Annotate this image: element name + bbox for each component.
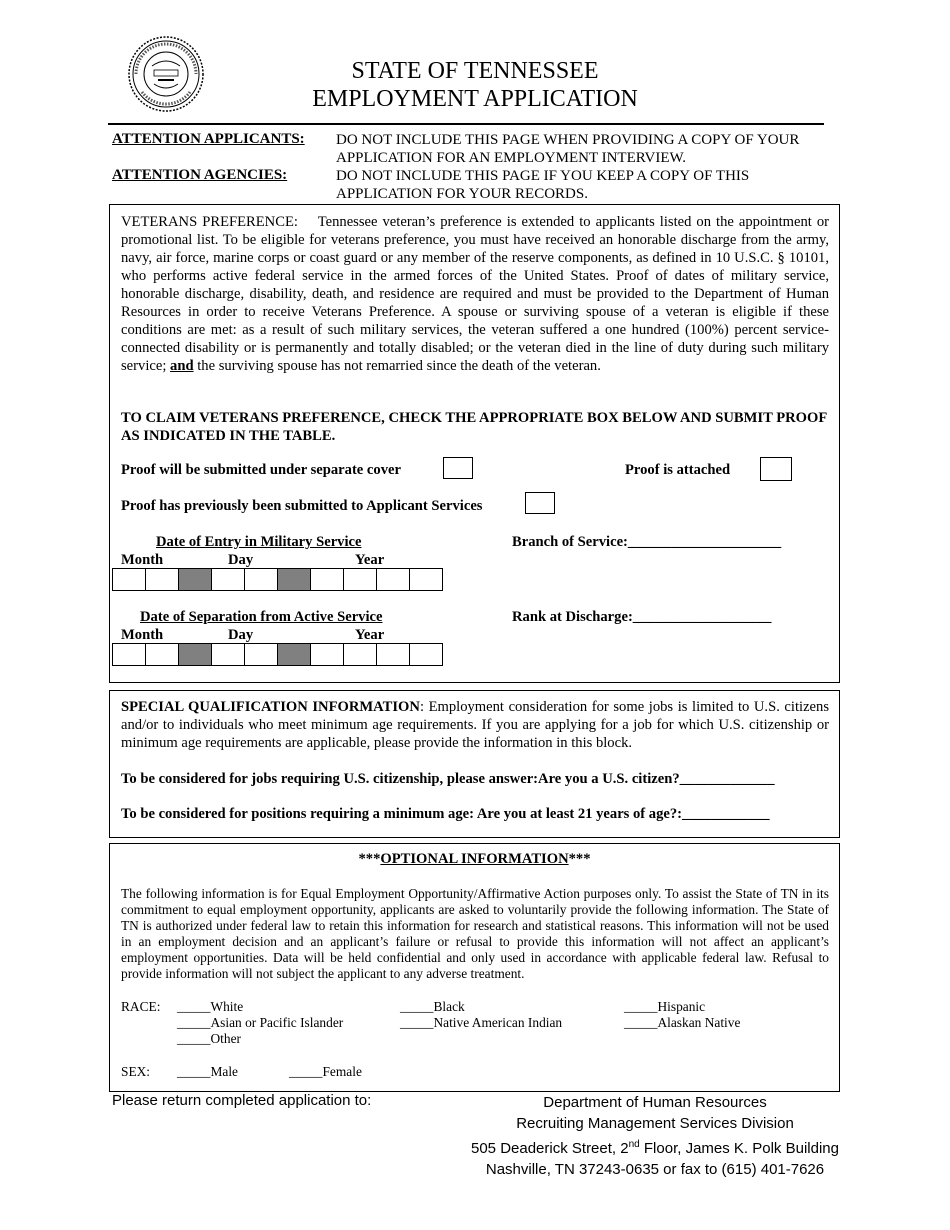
attention-applicants-text	[336, 131, 836, 167]
proof-attached-label: Proof is attached	[625, 462, 731, 478]
proof-separate-cover-checkbox[interactable]	[443, 457, 473, 479]
attention-agencies-line2: APPLICATION FOR YOUR RECORDS.	[336, 186, 588, 202]
page-title-line2: EMPLOYMENT APPLICATION	[312, 86, 638, 112]
separation-separator-1	[179, 643, 212, 666]
address-division: Recruiting Management Services Division	[516, 1115, 794, 1132]
proof-previously-label: Proof has previously been submitted to Applicant Services	[121, 498, 483, 514]
separation-day-label: Day	[228, 627, 254, 643]
attention-applicants-label: ATTENTION APPLICANTS:	[112, 131, 305, 147]
attention-applicants-line1: DO NOT INCLUDE THIS PAGE WHEN PROVIDING A COPY OF YOUR	[336, 132, 800, 148]
entry-separator-2	[278, 568, 311, 591]
address-street-a: 505 Deaderick Street, 2	[471, 1140, 629, 1157]
race-option-native-american-indian[interactable]: _____Native American Indian	[400, 1015, 563, 1030]
separation-date-title: Date of Separation from Active Service	[140, 609, 383, 625]
optional-title-text: OPTIONAL INFORMATION	[380, 851, 569, 867]
state-seal-logo	[128, 36, 204, 112]
special-qualification-section	[109, 690, 840, 838]
citizenship-answer-field[interactable]: Are you a U.S. citizen?_____________	[538, 771, 775, 787]
address-department: Department of Human Resources	[543, 1094, 767, 1111]
veterans-claim-instruction: TO CLAIM VETERANS PREFERENCE, CHECK THE APPROPRIATE BOX BELOW AND SUBMIT PROOF AS INDICATED IN THE TABLE.	[121, 410, 827, 444]
separation-year-digit-2[interactable]	[344, 643, 377, 666]
entry-year-digit-1[interactable]	[311, 568, 344, 591]
separation-year-digit-3[interactable]	[377, 643, 410, 666]
veterans-paragraph	[121, 213, 829, 375]
entry-separator-1	[179, 568, 212, 591]
address-street-b: Floor, James K. Polk Building	[639, 1140, 839, 1157]
separation-date-grid	[112, 643, 443, 666]
entry-year-label: Year	[355, 552, 385, 568]
separation-day-digit-1[interactable]	[212, 643, 245, 666]
separation-year-label: Year	[355, 627, 385, 643]
sex-option-male[interactable]: _____Male	[177, 1064, 238, 1079]
sex-option-female[interactable]: _____Female	[289, 1064, 362, 1079]
optional-information-section	[109, 843, 840, 1092]
veterans-text-2: the surviving spouse has not remarried since the death of the veteran.	[197, 358, 601, 374]
entry-month-digit-2[interactable]	[146, 568, 179, 591]
header-divider	[108, 123, 824, 125]
sex-label: SEX:	[121, 1064, 151, 1079]
veterans-label: VETERANS PREFERENCE:	[121, 214, 298, 230]
rank-at-discharge-field[interactable]: Rank at Discharge:___________________	[512, 609, 772, 625]
page-title-line1: STATE OF TENNESSEE	[351, 58, 599, 84]
separation-month-digit-1[interactable]	[113, 643, 146, 666]
entry-day-label: Day	[228, 552, 254, 568]
separation-day-digit-2[interactable]	[245, 643, 278, 666]
veterans-preference-section	[109, 204, 840, 683]
citizenship-question	[121, 771, 775, 788]
entry-year-digit-3[interactable]	[377, 568, 410, 591]
entry-year-digit-2[interactable]	[344, 568, 377, 591]
separation-year-digit-1[interactable]	[311, 643, 344, 666]
address-street-sup: nd	[628, 1139, 640, 1150]
title-stars-left: ***	[358, 851, 381, 867]
attention-applicants-line2: APPLICATION FOR AN EMPLOYMENT INTERVIEW.	[336, 150, 687, 166]
optional-information-paragraph: The following information is for Equal Employment Opportunity/Affirmative Action purposes only. To assist the State of TN in its commitment to equal employment opportunity, applicants are asked to voluntarily provide the following information. The State of TN is authorized under federal law to retain this information for research and statistical reasons. This information will not be used in an employment decision and an applicant’s failure or refusal to provide this information will not affect an applicant’s employment opportunities. Data will be held confidential and only used in accordance with applicable federal law. Refusal to provide information will not subject the applicant to any adverse treatment.	[121, 886, 829, 981]
proof-separate-cover-label: Proof will be submitted under separate cover	[121, 462, 401, 478]
entry-year-digit-4[interactable]	[410, 568, 443, 591]
citizenship-question-text: To be considered for jobs requiring U.S. citizenship, please answer:	[121, 771, 539, 787]
separation-year-digit-4[interactable]	[410, 643, 443, 666]
race-option-black[interactable]: _____Black	[400, 999, 465, 1014]
race-option-other[interactable]: _____Other	[177, 1031, 241, 1046]
entry-month-digit-1[interactable]	[113, 568, 146, 591]
proof-previously-checkbox[interactable]	[525, 492, 555, 514]
attention-agencies-label: ATTENTION AGENCIES:	[112, 167, 288, 183]
entry-day-digit-2[interactable]	[245, 568, 278, 591]
proof-attached-checkbox[interactable]	[760, 457, 792, 481]
entry-date-title: Date of Entry in Military Service	[156, 534, 362, 550]
special-qualification-label: SPECIAL QUALIFICATION INFORMATION	[121, 699, 420, 715]
attention-agencies-text	[336, 167, 836, 203]
address-city: Nashville, TN 37243-0635 or fax to (615) 401-7626	[485, 1161, 825, 1178]
title-stars-right: ***	[568, 851, 591, 867]
address-street	[430, 1134, 880, 1159]
special-qualification-text: : Employment consideration for some jobs is limited to U.S. citizens and/or to individuals who meet minimum age requirements. If you are applying for a job for which U.S. citizenship or minimum age requirements are applicable, please provide the information in this block.	[121, 699, 830, 751]
race-label: RACE:	[121, 999, 161, 1014]
separation-separator-2	[278, 643, 311, 666]
special-qualification-paragraph	[121, 698, 829, 752]
return-address	[430, 1092, 880, 1180]
optional-information-title	[110, 851, 839, 868]
separation-month-digit-2[interactable]	[146, 643, 179, 666]
attention-agencies-line1: DO NOT INCLUDE THIS PAGE IF YOU KEEP A COPY OF THIS	[336, 168, 750, 184]
entry-day-digit-1[interactable]	[212, 568, 245, 591]
race-option-asian-pacific-islander[interactable]: _____Asian or Pacific Islander	[177, 1015, 344, 1030]
veterans-text-1: Tennessee veteran’s preference is extended to applicants listed on the appointment or promotional list. To be eligible for veterans preference, you must have received an honorable discharge from the army, navy, air force, marine corps or coast guard or any member of the reserve components, as defined in 10 U.S.C. § 10101, who performs active federal service in the armed forces of the United States. Proof of dates of military service, honorable discharge, disability, death, and residence are required and must be provided to the Department of Human Resources in order to receive Veterans Preference. A spouse or surviving spouse of a veteran is eligible if these conditions are met: as a result of such military services, the veteran suffered a one hundred (100%) percent service-connected disability or is permanently and totally disabled; or the veteran died in the line of duty during such military service;	[121, 214, 829, 374]
race-option-white[interactable]: _____White	[177, 999, 244, 1014]
return-instruction: Please return completed application to:	[112, 1092, 372, 1109]
entry-date-grid	[112, 568, 443, 591]
veterans-and: and	[170, 358, 194, 374]
race-option-alaskan-native[interactable]: _____Alaskan Native	[624, 1015, 741, 1030]
branch-of-service-field[interactable]: Branch of Service:_____________________	[512, 534, 782, 550]
race-option-hispanic[interactable]: _____Hispanic	[624, 999, 706, 1014]
entry-month-label: Month	[121, 552, 164, 568]
minimum-age-question[interactable]: To be considered for positions requiring a minimum age: Are you at least 21 years of age?:____________	[121, 806, 770, 822]
separation-month-label: Month	[121, 627, 164, 643]
